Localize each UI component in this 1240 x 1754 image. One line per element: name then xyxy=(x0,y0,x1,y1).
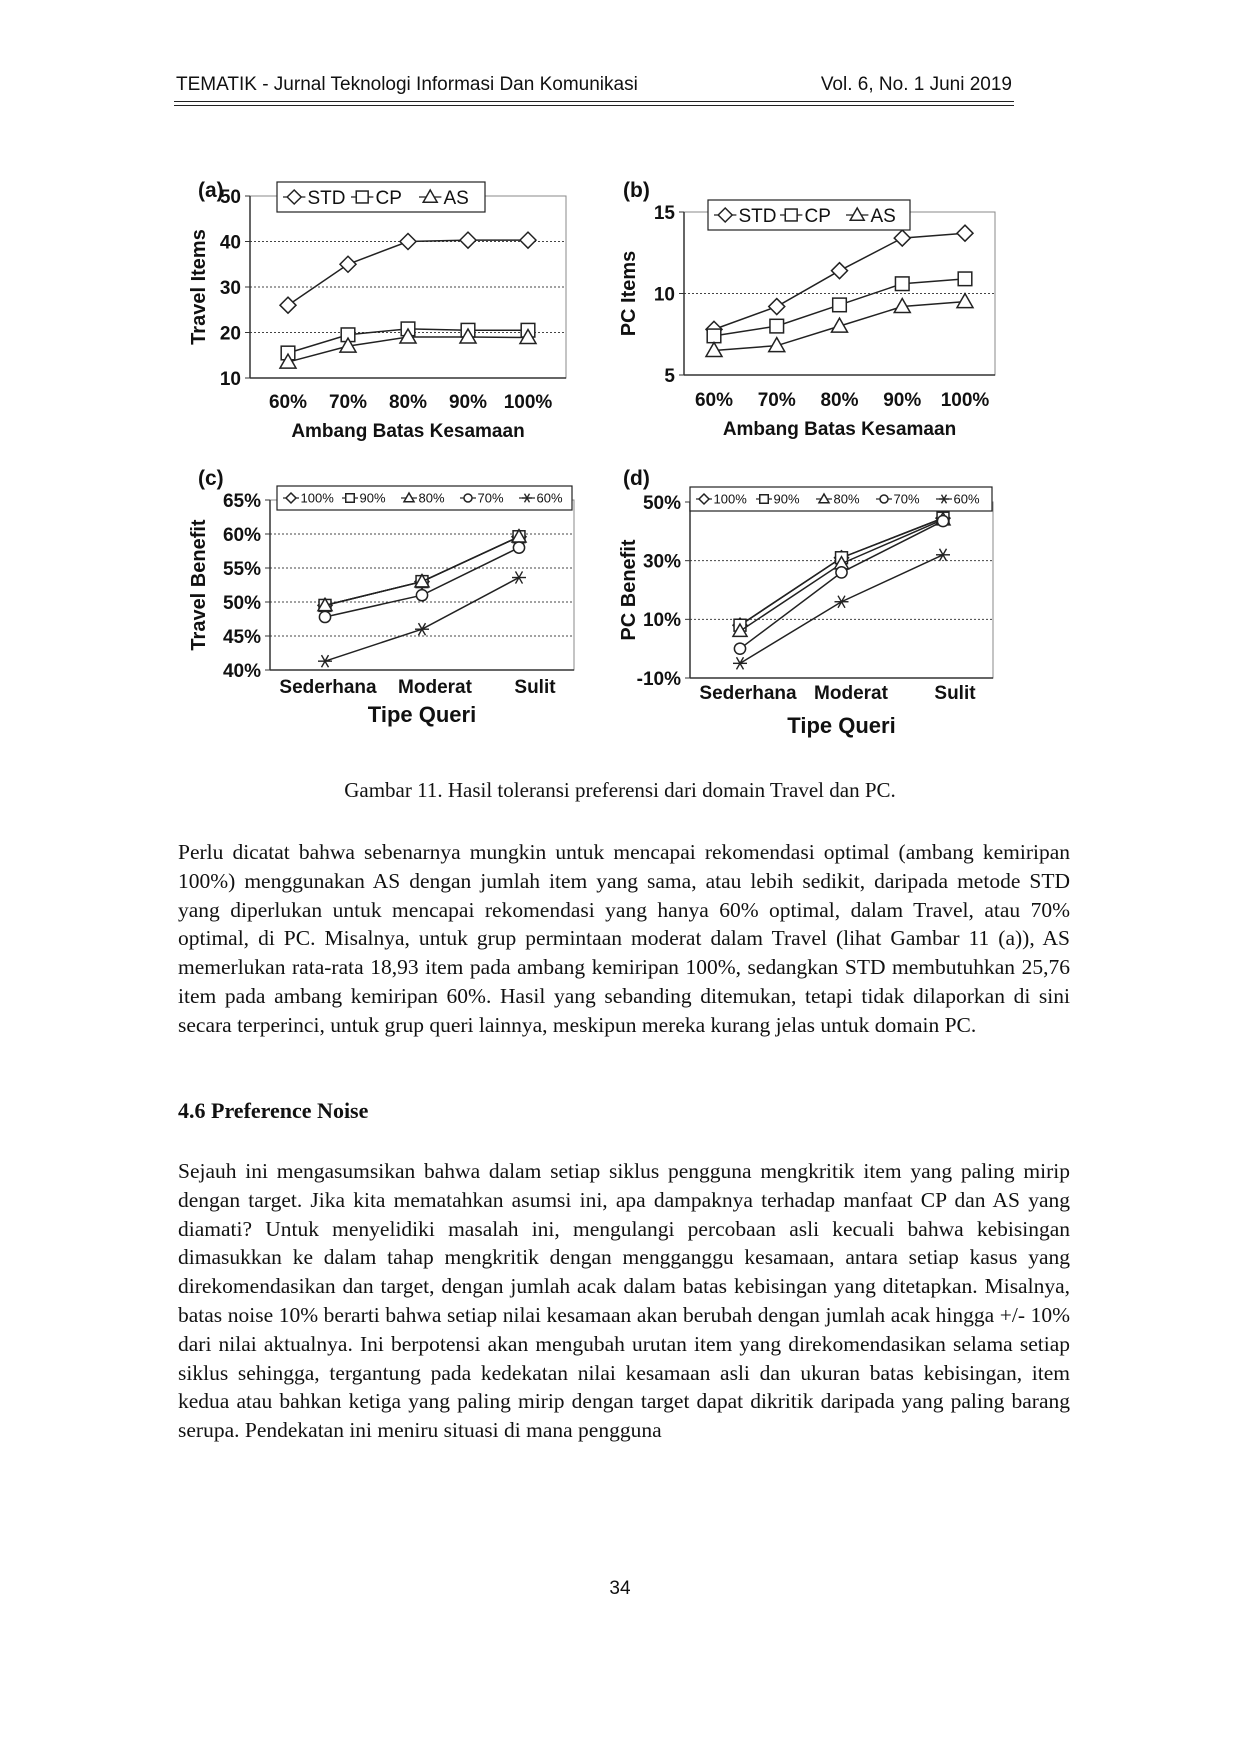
legend-marker xyxy=(785,209,797,221)
y-axis-label: PC Benefit xyxy=(618,539,640,641)
header-rule-second xyxy=(174,105,1014,106)
x-axis-label: Ambang Batas Kesamaan xyxy=(722,419,957,440)
legend-label: 70% xyxy=(477,490,504,506)
data-point xyxy=(416,590,427,601)
x-tick-label: 60% xyxy=(694,390,734,411)
legend xyxy=(277,182,485,212)
volume-info: Vol. 6, No. 1 Juni 2019 xyxy=(820,74,1012,95)
data-point xyxy=(734,643,745,654)
legend-marker xyxy=(880,495,888,503)
legend-marker xyxy=(346,494,355,503)
data-point xyxy=(836,567,847,578)
x-tick-label: 90% xyxy=(883,390,922,411)
y-tick-label: 40% xyxy=(222,660,261,682)
panel-label: (b) xyxy=(623,180,650,202)
legend-label: CP xyxy=(375,187,402,209)
legend-label: 70% xyxy=(893,491,920,507)
figure-caption: Gambar 11. Hasil toleransi preferensi dari domain Travel dan PC. xyxy=(344,778,896,802)
section-heading: 4.6 Preference Noise xyxy=(178,1098,369,1123)
y-tick-label: 50 xyxy=(219,186,241,208)
x-tick-label: 90% xyxy=(448,392,488,413)
data-point xyxy=(833,298,847,312)
legend-marker xyxy=(760,495,769,504)
header-rule xyxy=(174,101,1014,102)
y-tick-label: 65% xyxy=(222,490,261,512)
y-tick-label: 30% xyxy=(642,551,681,573)
legend-label: 90% xyxy=(773,491,800,507)
chart-panel-b xyxy=(618,180,995,440)
legend-label: CP xyxy=(804,205,831,227)
x-axis-label: Tipe Queri xyxy=(367,702,477,727)
x-tick-label: Sederhana xyxy=(699,683,797,704)
y-tick-label: 50% xyxy=(222,592,261,614)
running-header xyxy=(176,74,1012,96)
x-tick-label: Moderat xyxy=(814,683,888,704)
legend-label: STD xyxy=(738,205,777,227)
x-tick-label: 70% xyxy=(757,390,796,411)
x-tick-label: 80% xyxy=(388,392,428,413)
legend-marker xyxy=(464,494,472,502)
journal-title: TEMATIK - Jurnal Teknologi Informasi Dan Komunikasi xyxy=(176,74,638,95)
y-axis-label: Travel Benefit xyxy=(188,519,210,651)
legend-label: 60% xyxy=(953,491,980,507)
data-point xyxy=(319,611,330,622)
legend xyxy=(690,487,992,511)
data-point xyxy=(937,515,948,526)
y-tick-label: 10 xyxy=(653,284,675,306)
y-tick-label: 10 xyxy=(219,368,241,390)
x-tick-label: Moderat xyxy=(398,677,472,698)
legend-label: 100% xyxy=(713,491,747,507)
page-number: 34 xyxy=(609,1578,631,1599)
x-tick-label: 60% xyxy=(268,392,308,413)
legend-label: AS xyxy=(870,205,896,227)
chart-panel-d xyxy=(618,467,993,738)
x-tick-label: Sulit xyxy=(934,683,976,704)
legend-marker xyxy=(356,191,368,203)
panel-label: (d) xyxy=(623,467,650,490)
legend-label: 60% xyxy=(536,490,563,506)
y-axis-label: PC Items xyxy=(618,250,640,337)
chart-panel-a xyxy=(188,180,566,442)
x-tick-label: 80% xyxy=(820,390,859,411)
legend-label: AS xyxy=(443,187,469,209)
legend-label: 90% xyxy=(359,490,386,506)
x-axis-label: Tipe Queri xyxy=(787,713,896,738)
legend-label: STD xyxy=(307,187,346,209)
data-point xyxy=(513,542,524,553)
x-tick-label: 100% xyxy=(503,392,553,413)
y-tick-label: 45% xyxy=(222,626,261,648)
x-tick-label: Sulit xyxy=(514,677,556,698)
x-tick-label: Sederhana xyxy=(279,677,377,698)
panel-label: (c) xyxy=(198,467,224,490)
y-tick-label: 20 xyxy=(219,323,241,345)
panel-label: (a) xyxy=(198,180,224,202)
data-point xyxy=(770,319,784,333)
y-tick-label: -10% xyxy=(636,668,681,690)
data-point xyxy=(958,272,972,286)
y-tick-label: 15 xyxy=(653,202,675,224)
paragraph-1: Perlu dicatat bahwa sebenarnya mungkin untuk mencapai rekomendasi optimal (ambang kemiripan 100%) menggunakan AS dengan jumlah item yang sama, atau lebih sedikit, daripada metode STD yang diperlukan untuk mencapai rekomendasi yang hanya 60% optimal, dalam Travel, atau 70% optimal, di PC. Misalnya, untuk grup permintaan moderat dalam Travel (lihat Gambar 11 (a)), AS memerlukan rata-rata 18,93 item pada ambang kemiripan 100%, sedangkan STD membutuhkan 25,76 item pada ambang kemiripan 60%. Hasil yang sebanding ditemukan, tetapi tidak dilaporkan di sini secara terperinci, untuk grup queri lainnya, meskipun mereka kurang jelas untuk domain PC. xyxy=(178,840,1070,1037)
y-tick-label: 50% xyxy=(642,492,681,514)
y-tick-label: 55% xyxy=(222,558,261,580)
chart-panel-c xyxy=(188,467,574,727)
y-tick-label: 60% xyxy=(222,524,261,546)
y-tick-label: 5 xyxy=(664,365,675,387)
legend xyxy=(708,200,910,230)
x-axis-label: Ambang Batas Kesamaan xyxy=(291,421,525,442)
data-point xyxy=(707,329,721,343)
figure-11 xyxy=(0,180,1240,760)
legend xyxy=(277,486,572,510)
legend-label: 80% xyxy=(833,491,860,507)
y-axis-label: Travel Items xyxy=(188,229,210,345)
x-tick-label: 100% xyxy=(940,390,990,411)
y-tick-label: 10% xyxy=(642,610,681,632)
data-point xyxy=(895,277,909,291)
legend-label: 80% xyxy=(418,490,445,506)
y-tick-label: 30 xyxy=(219,277,241,299)
legend-label: 100% xyxy=(300,490,334,506)
y-tick-label: 40 xyxy=(219,232,241,254)
x-tick-label: 70% xyxy=(328,392,368,413)
paragraph-2: Sejauh ini mengasumsikan bahwa dalam setiap siklus pengguna mengkritik item yang paling mirip dengan target. Jika kita mematahkan asumsi ini, apa dampaknya terhadap manfaat CP dan AS yang diamati? Untuk menyelidiki masalah ini, mengulangi percobaan asli kecuali bahwa kebisingan dimasukkan ke dalam tahap mengkritik dengan mengganggu kesamaan, antara setiap kasus yang direkomendasikan dan target, dengan jumlah acak dalam batas kebisingan yang ditetapkan. Misalnya, batas noise 10% berarti bahwa setiap nilai kesamaan akan berubah dengan jumlah acak hingga +/- 10% dari nilai aktualnya. Ini berpotensi akan mengubah urutan item yang direkomendasikan selama setiap siklus sehingga, tergantung pada kedekatan nilai kesamaan asli dan ukuran batas kebisingan, item kedua atau bahkan ketiga yang paling mirip dengan target dapat dikritik daripada yang paling barang serupa. Pendekatan ini meniru situasi di mana pengguna xyxy=(178,1159,1070,1443)
